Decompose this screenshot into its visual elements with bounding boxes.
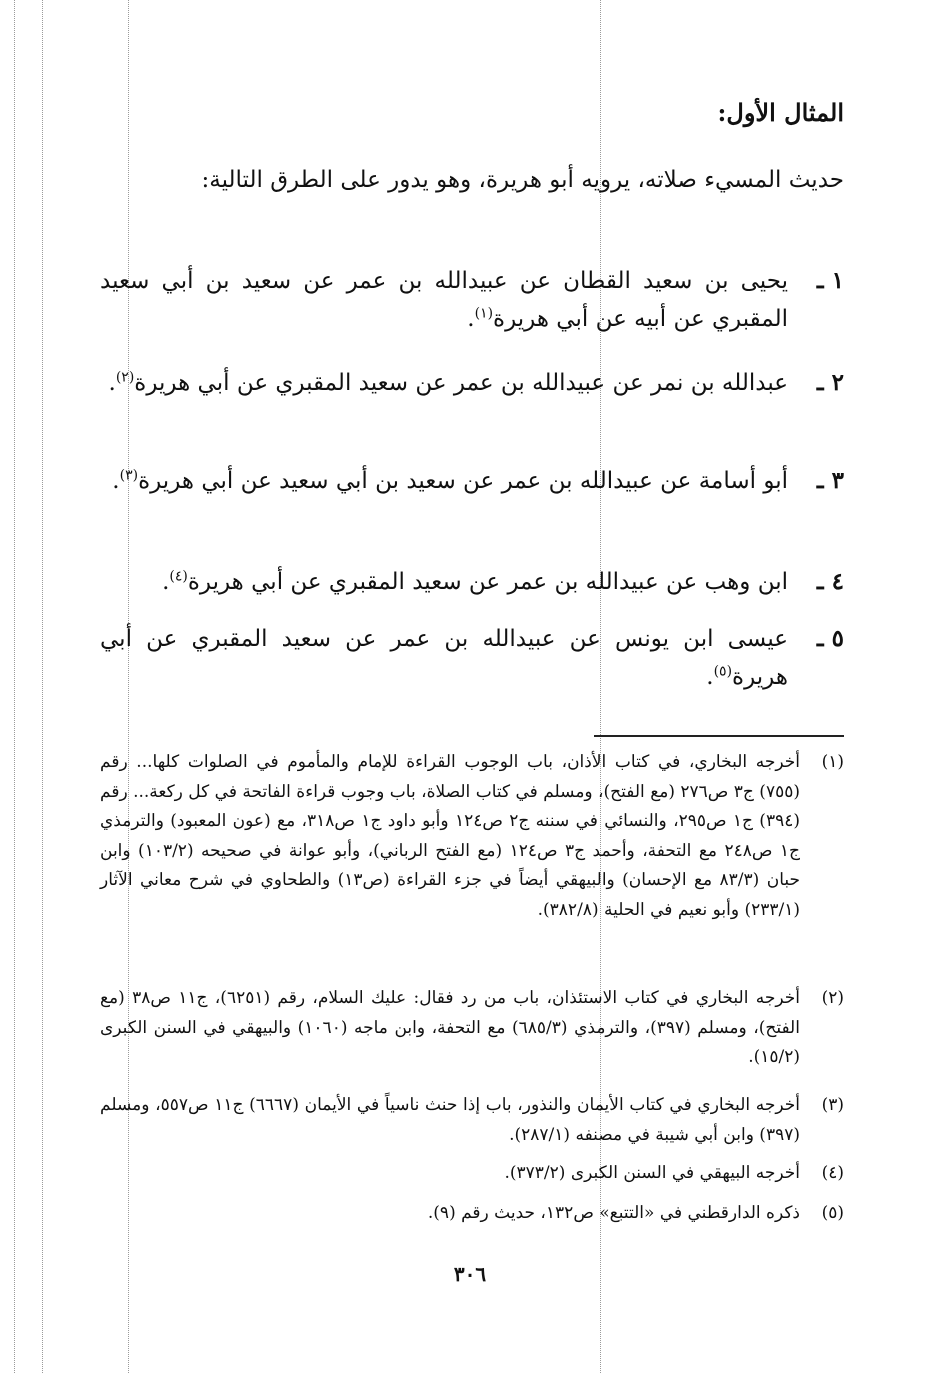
- item-text: عيسى ابن يونس عن عبيدالله بن عمر عن سعيد المقبري عن أبي هريرة: [100, 626, 788, 690]
- footnote: [100, 984, 844, 1073]
- item-text: ابن وهب عن عبيدالله بن عمر عن سعيد المقبري عن أبي هريرة: [187, 569, 788, 595]
- item-number: ٢ ـ: [816, 369, 844, 396]
- chain-item: [100, 364, 844, 402]
- item-number: ٤ ـ: [816, 568, 844, 595]
- footnote-text: أخرجه البيهقي في السنن الكبرى (٣٧٣/٢).: [504, 1163, 800, 1183]
- item-end: .: [706, 664, 714, 690]
- section-heading: المثال الأول:: [717, 98, 844, 127]
- item-text-wrap: [100, 563, 788, 601]
- footnote-number: (٣): [821, 1095, 844, 1115]
- footnote-ref[interactable]: (١): [474, 305, 494, 322]
- item-text-wrap: [100, 462, 788, 500]
- footnote: [100, 748, 844, 925]
- item-text-wrap: [100, 620, 788, 696]
- footnote-ref[interactable]: (٥): [713, 663, 733, 680]
- footnote-ref[interactable]: (٢): [115, 369, 135, 386]
- footnote-ref[interactable]: (٤): [169, 568, 188, 585]
- chain-item: [100, 462, 844, 500]
- footnote-number: (٤): [821, 1163, 844, 1183]
- footnote-number: (٥): [821, 1203, 844, 1223]
- intro-paragraph: حديث المسيء صلاته، يرويه أبو هريرة، وهو يدور على الطرق التالية:: [201, 167, 844, 193]
- footnote: [100, 1091, 844, 1150]
- item-number: ١ ـ: [816, 267, 844, 294]
- item-end: .: [112, 468, 120, 494]
- footnote-ref[interactable]: (٣): [119, 467, 139, 484]
- footnote-text: أخرجه البخاري في كتاب الأيمان والنذور، باب إذا حنث ناسياً في الأيمان (٦٦٦٧) ج١١ ص٥٥٧، ومسلم (٣٩٧) وابن أبي شيبة في مصنفه (٢٨٧/١).: [100, 1095, 800, 1145]
- footnote-number: (٢): [821, 988, 844, 1008]
- footnote: [100, 1199, 844, 1229]
- chain-item: [100, 620, 844, 696]
- scan-artifact-line: [42, 0, 43, 1373]
- item-text: أبو أسامة عن عبيدالله بن عمر عن سعيد بن أبي سعيد عن أبي هريرة: [138, 468, 788, 494]
- chain-item: [100, 262, 844, 338]
- scan-artifact-line: [14, 0, 15, 1373]
- item-end: .: [467, 306, 475, 332]
- footnote-text: أخرجه البخاري، في كتاب الأذان، باب الوجوب القراءة للإمام والمأموم في الصلوات كلها... رقم (٧٥٥) ج٣ ص٢٧٦ (مع الفتح)، ومسلم في كتاب الصلاة، باب وجوب قراءة الفاتحة في كل ركعة... رقم (٣٩٤) ج١ ص٢٩٥، والنسائي في سننه ج٢ ص١٢٤ وأبو داود ج١ ص٣١٨، مع (عون المعبود) والترمذي ج١ ص٢٤٨ مع التحفة، وأحمد ج٣ ص١٢٤ (مع الفتح الرباني)، وأبو عوانة في صحيحه (١٠٣/٢) وابن حبان (٨٣/٣ مع الإحسان) والبيهقي أيضاً في جزء القراءة (ص١٣) والطحاوي في شرح معاني الآثار (٢٣٣/١) وأبو نعيم في الحلية (٣٨٢/٨).: [100, 752, 801, 920]
- page-number: ٣٠٦: [453, 1262, 487, 1286]
- footnote: [100, 1159, 844, 1189]
- footnote-number: (١): [821, 752, 844, 772]
- item-text-wrap: [100, 364, 788, 402]
- footnote-text: ذكره الدارقطني في «التتبع» ص١٣٢، حديث رقم (٩).: [427, 1203, 800, 1223]
- item-text-wrap: [100, 262, 788, 338]
- item-text: يحيى بن سعيد القطان عن عبيدالله بن عمر عن سعيد بن أبي سعيد المقبري عن أبيه عن أبي هريرة: [100, 268, 788, 332]
- chain-item: [100, 563, 844, 601]
- footnote-text: أخرجه البخاري في كتاب الاستئذان، باب من رد فقال: عليك السلام، رقم (٦٢٥١)، ج١١ ص٣٨ (مع الفتح)، ومسلم (٣٩٧)، والترمذي (٦٨٥/٣) مع التحفة، وابن ماجه (١٠٦٠) والبيهقي في السنن الكبرى (١٥/٢).: [100, 988, 800, 1067]
- item-number: ٣ ـ: [816, 467, 844, 494]
- item-end: .: [162, 569, 170, 595]
- item-end: .: [108, 370, 116, 396]
- item-number: ٥ ـ: [816, 625, 844, 652]
- item-text: عبدالله بن نمر عن عبيدالله بن عمر عن سعيد المقبري عن أبي هريرة: [134, 370, 788, 396]
- footnote-divider: [594, 735, 844, 737]
